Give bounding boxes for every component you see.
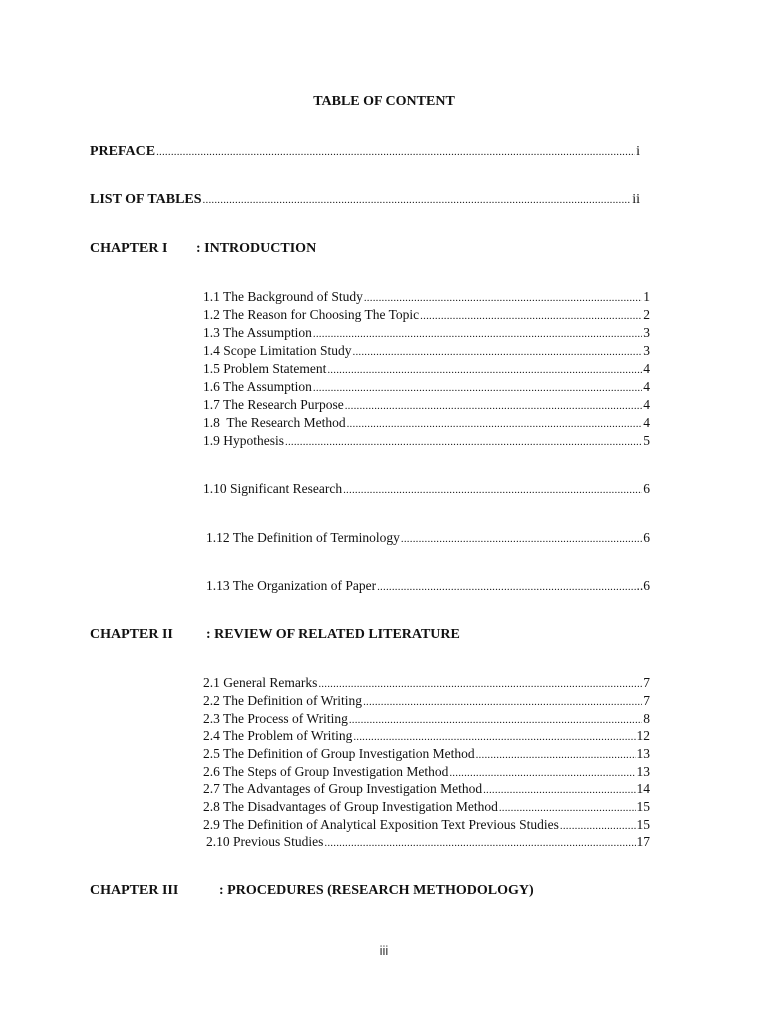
toc-entry-label: 1.7 The Research Purpose [203,397,344,412]
toc-entry-label: 1.2 The Reason for Choosing The Topic [203,307,420,322]
dot-leader [343,481,642,499]
toc-entry-label: 2.7 The Advantages of Group Investigation Method [203,781,483,796]
toc-entry-page: 12 [636,728,650,743]
toc-entry[interactable] [203,288,650,307]
toc-entry-page: 2 [643,307,650,322]
toc-entry-label: 2.8 The Disadvantages of Group Investigation Method [203,799,498,814]
toc-entry-label: 1.8 The Research Method [203,415,346,430]
toc-entry[interactable] [203,432,650,451]
toc-entry-label: 2.10 Previous Studies [206,834,324,849]
toc-entry-page: 4 [643,379,650,394]
toc-entry[interactable] [203,342,650,361]
toc-entry[interactable] [203,692,650,711]
toc-entry-label: 1.5 Problem Statement [203,361,327,376]
toc-entry-label: 1.6 The Assumption [203,379,312,394]
toc-entry[interactable] [203,745,650,764]
toc-entry-label: 1.10 Significant Research [203,481,343,496]
toc-entry-label: 2.9 The Definition of Analytical Exposition Text Previous Studies [203,817,559,832]
toc-entry-label: 2.3 The Process of Writing [203,711,348,726]
toc-entry-page: 8 [643,711,650,726]
toc-entry-label: 2.4 The Problem of Writing [203,728,353,743]
toc-entry[interactable] [206,529,650,548]
toc-entry-label: 1.9 Hypothesis [203,433,284,448]
toc-entry-label: 2.6 The Steps of Group Investigation Method [203,764,449,779]
chapter-heading-3[interactable] [90,882,534,900]
dot-leader [401,530,642,548]
toc-entry-page: ..6 [636,578,650,593]
toc-entry-list-of-tables[interactable] [90,191,640,209]
toc-entry-page: 15 [636,817,650,832]
toc-entry-page: ii [632,192,640,207]
dot-leader [483,781,635,799]
toc-entry-page: 4 [643,415,650,430]
toc-entry[interactable] [206,577,650,596]
toc-entry[interactable] [203,480,650,499]
chapter-number: CHAPTER II [90,627,173,642]
toc-entry-label: 1.4 Scope Limitation Study [203,343,352,358]
toc-entry-page: 4 [643,397,650,412]
toc-entry[interactable] [203,360,650,379]
toc-entry-page: 5 [643,433,650,448]
toc-entry-page: 13 [636,746,650,761]
toc-entry-page: 3 [643,343,650,358]
toc-entry-page: 6 [643,481,650,496]
toc-entry-preface[interactable] [90,143,640,161]
chapter-number: CHAPTER I [90,241,168,256]
toc-entry-label: 1.3 The Assumption [203,325,312,340]
toc-entry-label: 1.12 The Definition of Terminology [206,530,400,545]
toc-entry-page: 7 [643,693,650,708]
toc-entry-page: 17 [636,834,650,849]
toc-entry-label: LIST OF TABLES [90,192,202,207]
dot-leader [156,143,635,161]
toc-entry[interactable] [203,798,650,817]
toc-entry-page: 6 [643,530,650,545]
dot-leader [285,433,642,451]
dot-leader [377,578,635,596]
toc-entry-page: 3 [643,325,650,340]
toc-entry-label: 2.1 General Remarks [203,675,318,690]
toc-entry-label: 2.5 The Definition of Group Investigation Method [203,746,475,761]
toc-entry-page: 1 [643,289,650,304]
toc-entry[interactable] [203,306,650,325]
dot-leader [420,307,642,325]
toc-entry-label: 1.1 The Background of Study [203,289,363,304]
dot-leader [363,693,642,711]
dot-leader [353,728,635,746]
dot-leader [364,289,642,307]
toc-entry[interactable] [203,414,650,433]
dot-leader [313,325,642,343]
toc-entry-page: 15 [636,799,650,814]
toc-entry[interactable] [206,833,650,852]
dot-leader [476,746,636,764]
toc-entry-page: 7 [643,675,650,690]
toc-entry-label: 1.13 The Organization of Paper [206,578,377,593]
toc-entry-label: 2.2 The Definition of Writing [203,693,363,708]
dot-leader [347,415,643,433]
dot-leader [499,799,636,817]
toc-entry[interactable] [203,674,650,693]
toc-entry-page: 4 [643,361,650,376]
chapter-heading-1[interactable] [90,240,317,258]
toc-entry[interactable] [203,378,650,397]
chapter-heading-2[interactable] [90,626,460,644]
toc-entry[interactable] [203,780,650,799]
toc-entry[interactable] [203,396,650,415]
dot-leader [318,675,642,693]
chapter-title: : PROCEDURES (RESEARCH METHODOLOGY) [219,883,534,898]
toc-entry-page: 14 [636,781,650,796]
dot-leader [353,343,643,361]
toc-entry[interactable] [203,727,650,746]
dot-leader [203,191,632,209]
toc-entry-page: i [636,144,640,159]
chapter-title: : INTRODUCTION [196,241,317,256]
dot-leader [324,834,635,852]
page-title: TABLE OF CONTENT [313,94,455,109]
chapter-title: : REVIEW OF RELATED LITERATURE [206,627,460,642]
dot-leader [313,379,642,397]
page-number: iii [379,943,389,958]
toc-entry-label: PREFACE [90,144,156,159]
dot-leader [327,361,642,379]
toc-entry[interactable] [203,324,650,343]
toc-entry-page: 13 [636,764,650,779]
dot-leader [345,397,643,415]
chapter-number: CHAPTER III [90,883,179,898]
